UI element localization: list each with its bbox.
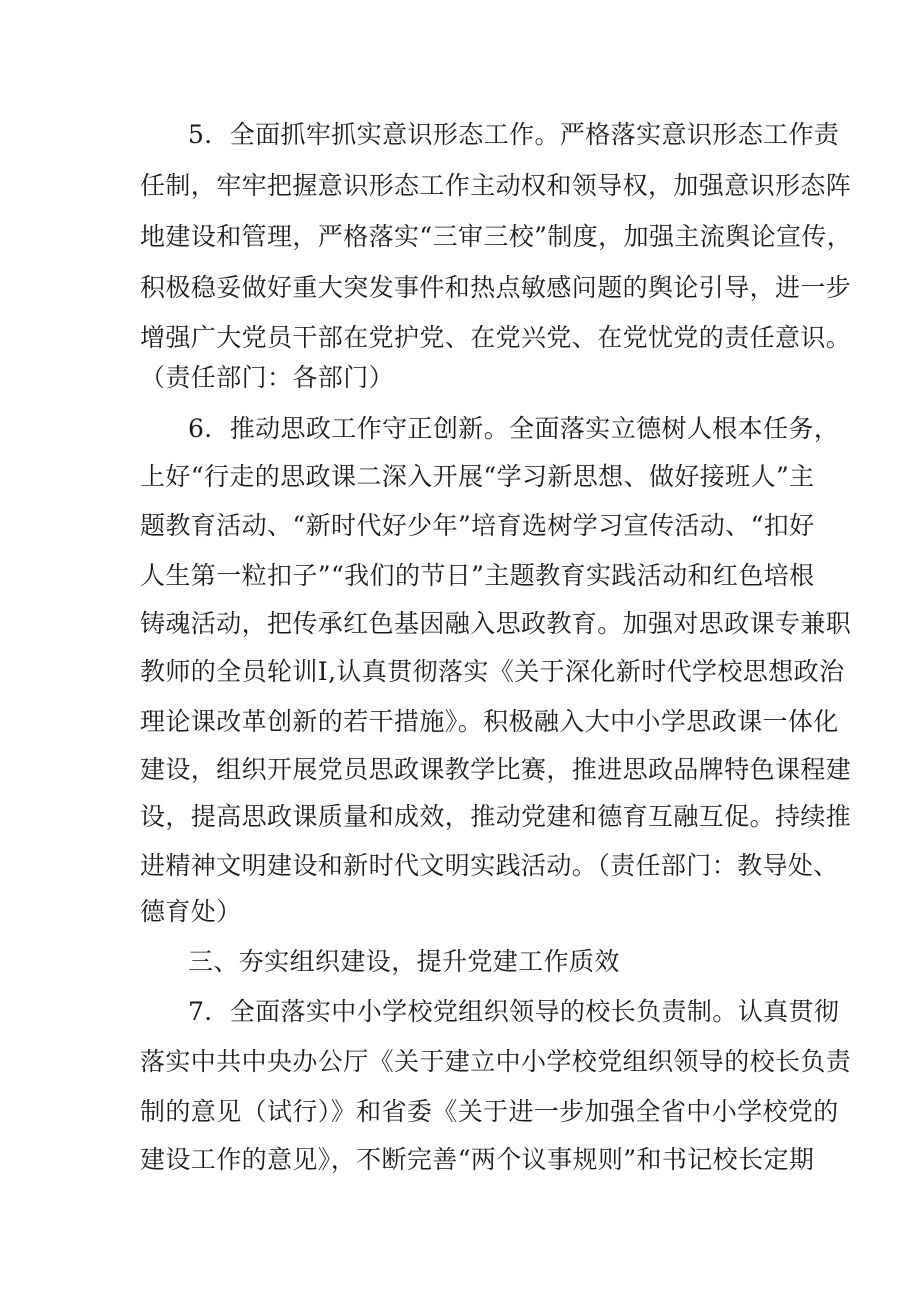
para6-line-8: 建设，组织开展党员思政课教学比赛，推进思政品牌特色课程建 [140,755,852,784]
para7-line-3: 制的意见（试行）》和省委《关于进一步加强全省中小学校党的 [140,1097,839,1126]
para5-line-3: 地建设和管理，严格落实“三审三校”制度，加强主流舆论宣传， [140,222,853,251]
para6-line-2: 上好“行走的思政课二深入开展“学习新思想、做好接班人”主 [140,462,815,491]
para6-line-11: 德育处） [140,897,242,926]
para6-line-9: 设，提高思政课质量和成效，推动党建和德育互融互促。持续推 [140,802,852,831]
para7-line-1: 7．全面落实中小学校党组织领导的校长负责制。认真贯彻 [188,997,840,1026]
section-heading: 三、夯实组织建设，提升党建工作质效 [188,947,620,976]
para6-line-10: 进精神文明建设和新时代文明实践活动。（责任部门：教导处、 [140,851,839,880]
para5-line-2: 任制，牢牢把握意识形态工作主动权和领导权，加强意识形态阵 [140,171,852,200]
para6-line-4: 人生第一粒扣子”“我们的节日”主题教育实践活动和红色培根 [140,561,815,590]
para6-line-5: 铸魂活动，把传承红色基因融入思政教育。加强对思政课专兼职 [140,609,852,638]
para5-line-5: 增强广大党员干部在党护党、在党兴党、在党忧党的责任意识。 [140,323,852,352]
para6-line-3: 题教育活动、“新时代好少年”培育选树学习宣传活动、“扣好 [140,511,815,540]
para7-line-2: 落实中共中央办公厅《关于建立中小学校党组织领导的校长负责 [140,1047,852,1076]
para6-line-6: 教师的全员轮训I,认真贯彻落实《关于深化新时代学校思想政治 [140,657,845,686]
para5-line-6: （责任部门：各部门） [140,363,395,392]
para5-line-1: 5．全面抓牢抓实意识形态工作。严格落实意识形态工作责 [188,120,840,149]
para6-line-1: 6．推动思政工作守正创新。全面落实立德树人根本任务， [188,414,840,443]
para5-line-4: 积极稳妥做好重大突发事件和热点敏感问题的舆论引导，进一步 [140,273,852,302]
para6-line-7: 理论课改革创新的若干措施》。积极融入大中小学思政课一体化 [140,707,839,736]
para7-line-4: 建设工作的意见》，不断完善“两个议事规则”和书记校长定期 [140,1145,815,1174]
